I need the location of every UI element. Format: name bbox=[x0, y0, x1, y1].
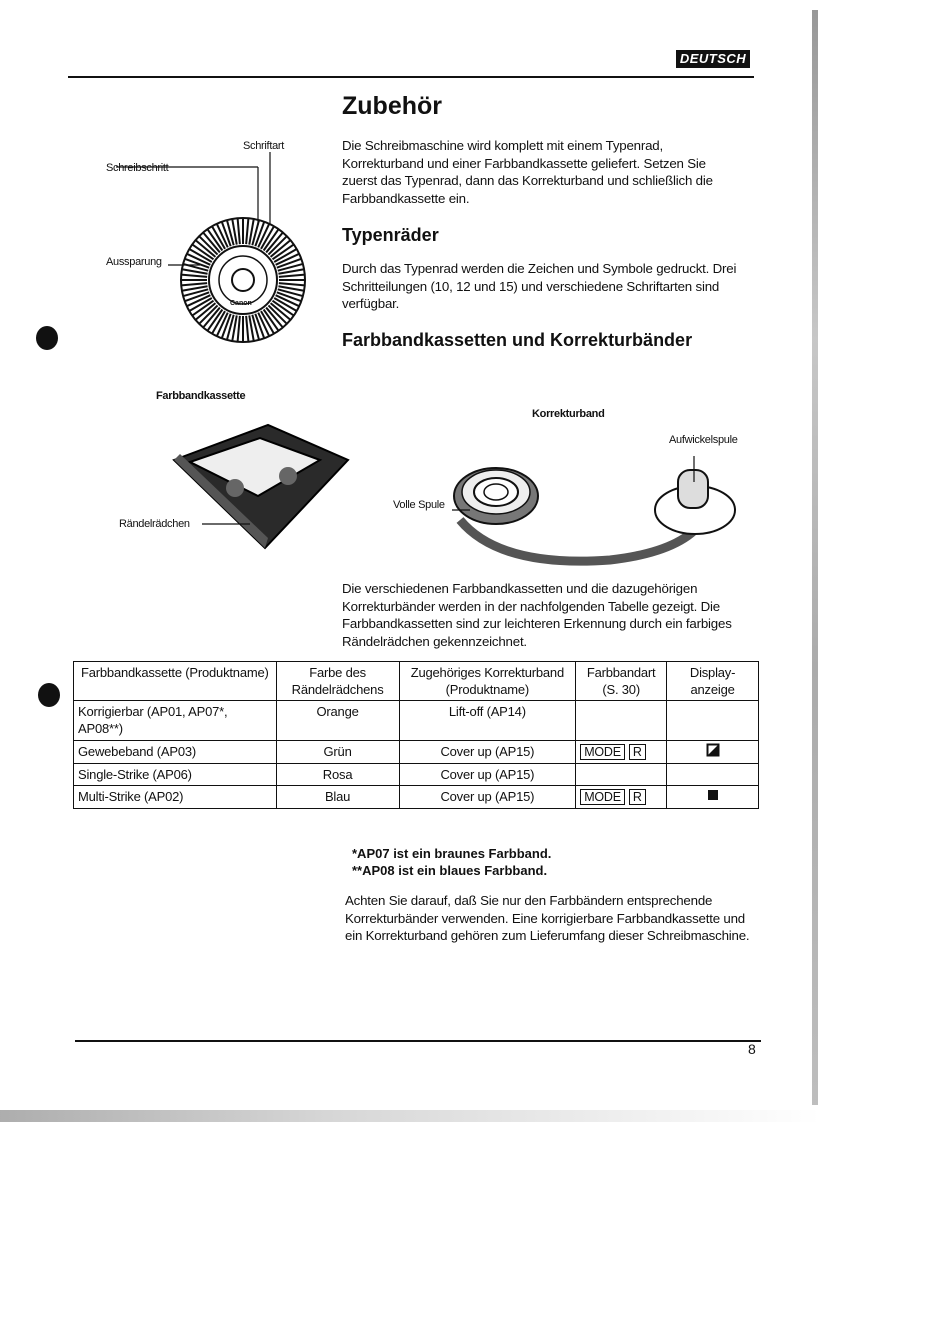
daisy-wheel-heading: Typenräder bbox=[342, 225, 439, 245]
ribbons-text: Die verschiedenen Farbbandkassetten und die dazugehörigen Korrekturbänder werden in der nachfolgenden Tabelle gezeigt. Die Farbbandkassetten sind zur leichteren Erkennung durch ein farbiges Rändelrädchen gekennzeichnet. bbox=[342, 581, 732, 649]
header-knob-color: Farbe des Rändelrädchens bbox=[276, 662, 399, 701]
cell-color: Blau bbox=[276, 786, 399, 809]
notch-label: Aussparung bbox=[106, 256, 162, 268]
cell-cassette: Single-Strike (AP06) bbox=[74, 764, 277, 786]
header-cassette: Farbbandkassette (Produktname) bbox=[74, 662, 277, 701]
cell-display bbox=[667, 786, 759, 809]
display-filled-square-icon bbox=[706, 788, 720, 802]
punch-hole-top bbox=[36, 326, 58, 350]
correction-caption: Korrekturband bbox=[532, 408, 605, 420]
note-ap07: *AP07 ist ein braunes Farbband. bbox=[352, 846, 552, 861]
scan-bottom-shadow bbox=[0, 1110, 820, 1122]
knob-label: Rändelrädchen bbox=[119, 518, 190, 530]
takeup-label: Aufwickelspule bbox=[669, 434, 738, 446]
brand-logo: Canon bbox=[230, 300, 252, 307]
page-title: Zubehör bbox=[342, 92, 442, 120]
ribbon-table bbox=[73, 661, 759, 809]
cell-correction: Cover up (AP15) bbox=[399, 764, 576, 786]
note-ap08: **AP08 ist ein blaues Farbband. bbox=[352, 863, 548, 878]
cell-color: Rosa bbox=[276, 764, 399, 786]
scan-edge-shadow bbox=[812, 10, 818, 1105]
footer-rule bbox=[75, 1040, 761, 1042]
accessories-intro: Die Schreibmaschine wird komplett mit einem Typenrad, Korrekturband und einer Farbbandkassette geliefert. Setzen Sie zuerst das Typenrad, dann das Korrekturband und schließlich die Farbbandkassette ein. bbox=[342, 138, 713, 206]
ribbons-heading: Farbbandkassetten und Korrekturbänder bbox=[342, 330, 693, 350]
table-row bbox=[74, 701, 759, 741]
daisy-wheel-illustration bbox=[100, 130, 320, 370]
header-ribbon-type: Farbbandart (S. 30) bbox=[576, 662, 667, 701]
cell-cassette: Gewebeband (AP03) bbox=[74, 741, 277, 764]
pitch-label: Schreibschritt bbox=[106, 162, 169, 174]
cell-color: Grün bbox=[276, 741, 399, 764]
warning-text: Achten Sie darauf, daß Sie nur den Farbbändern entsprechende Korrekturbänder verwenden. Eine korrigierbare Farbbandkassette und ein Korrekturband gehören zum Lieferumfang dieser Schreibmaschine. bbox=[345, 893, 750, 943]
cell-cassette: Korrigierbar (AP01, AP07*, AP08**) bbox=[74, 701, 277, 741]
daisy-wheel-text: Durch das Typenrad werden die Zeichen und Symbole gedruckt. Drei Schritteilungen (10, 12 und 15) und verschiedene Schriftarten sind verfügbar. bbox=[342, 261, 737, 311]
cell-ribbon-type bbox=[576, 786, 667, 809]
header-display: Display-anzeige bbox=[667, 662, 759, 701]
table-row bbox=[74, 741, 759, 764]
mode-key: MODE bbox=[580, 789, 625, 805]
footnotes bbox=[352, 845, 551, 879]
r-key: R bbox=[629, 789, 646, 805]
table-row bbox=[74, 786, 759, 809]
cassette-caption: Farbbandkassette bbox=[156, 390, 246, 402]
cell-correction: Cover up (AP15) bbox=[399, 741, 576, 764]
table-row bbox=[74, 764, 759, 786]
cell-correction: Lift-off (AP14) bbox=[399, 701, 576, 741]
ribbon-cassette-illustration bbox=[110, 410, 360, 560]
header-rule bbox=[68, 76, 754, 78]
font-label: Schriftart bbox=[243, 140, 285, 152]
header-correction: Zugehöriges Korrekturband (Produktname) bbox=[399, 662, 576, 701]
cell-cassette: Multi-Strike (AP02) bbox=[74, 786, 277, 809]
table-header-row bbox=[74, 662, 759, 701]
cell-color: Orange bbox=[276, 701, 399, 741]
cell-correction: Cover up (AP15) bbox=[399, 786, 576, 809]
correction-tape-illustration bbox=[440, 448, 750, 578]
language-badge: DEUTSCH bbox=[676, 50, 750, 68]
page-number: 8 bbox=[748, 1041, 756, 1057]
mode-key: MODE bbox=[580, 744, 625, 760]
full-spool-label: Volle Spule bbox=[393, 499, 445, 511]
cell-ribbon-type bbox=[576, 741, 667, 764]
cell-display bbox=[667, 741, 759, 764]
display-half-square-icon bbox=[706, 743, 720, 757]
punch-hole-bottom bbox=[38, 683, 60, 707]
r-key: R bbox=[629, 744, 646, 760]
